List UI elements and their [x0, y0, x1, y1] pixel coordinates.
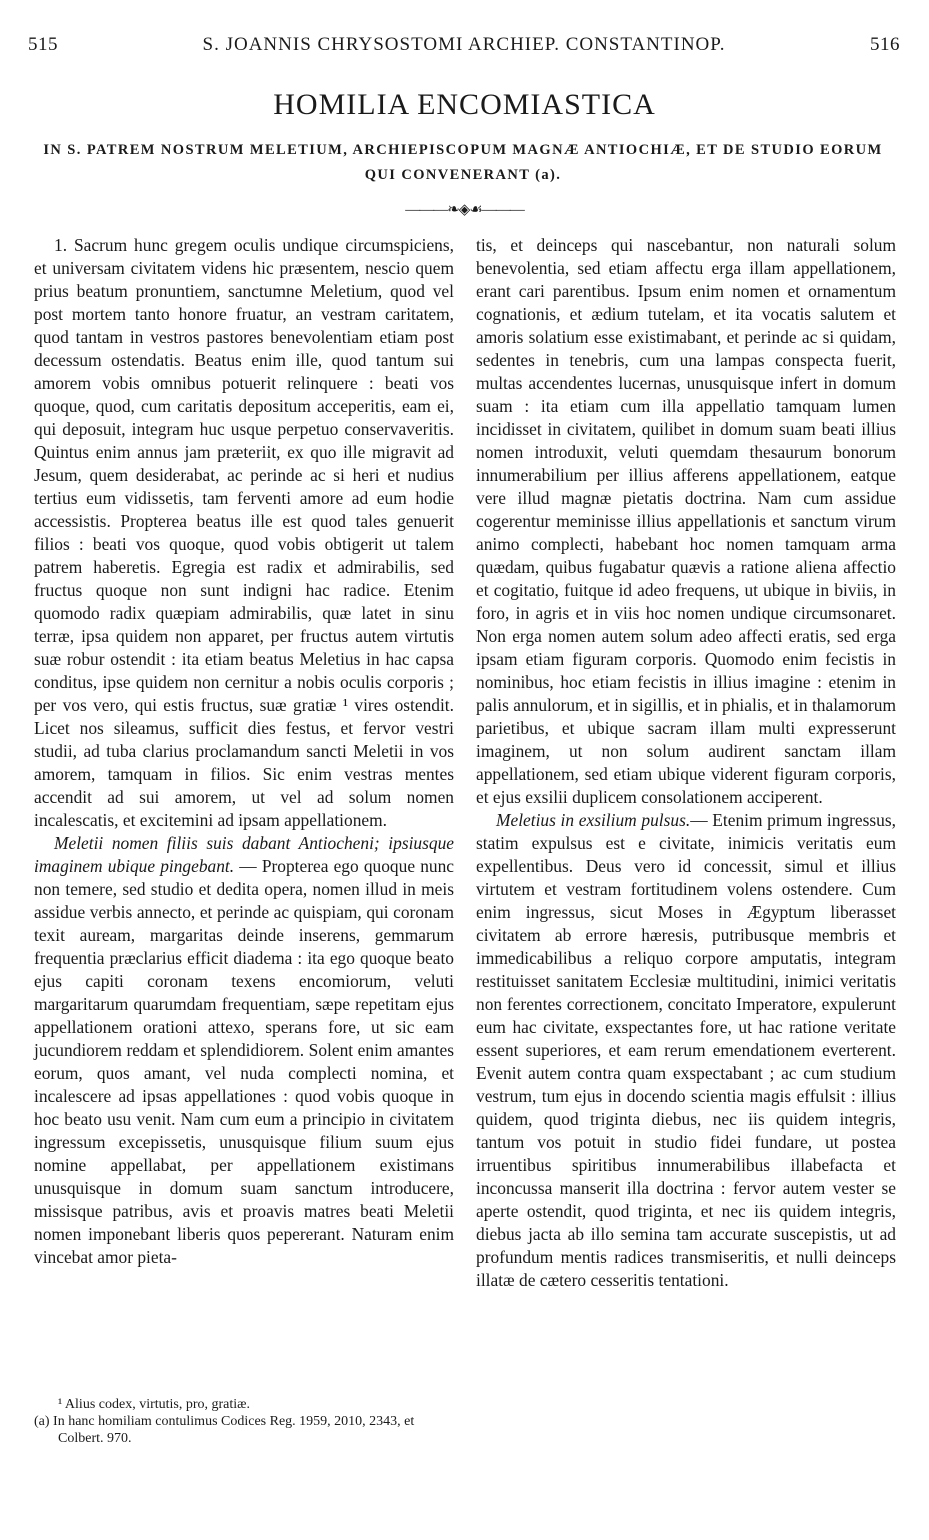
running-head — [28, 34, 900, 56]
ornament-divider: ———❧◈☙——— — [405, 202, 524, 218]
footnote-a: (a) In hanc homiliam contulimus Codices Reg. 1959, 2010, 2343, et Colbert. 970. — [34, 1414, 415, 1446]
marginal-heading-exile: Meletius in exsilium pulsus. — [496, 810, 691, 830]
homily-title: HOMILIA ENCOMIASTICA — [273, 88, 656, 121]
running-title: S. JOANNIS CHRYSOSTOMI ARCHIEP. CONSTANTINOP. — [202, 34, 726, 55]
paragraph-2-text: Propterea ego quoque nunc non temere, sed studio et dedita opera, nomen illud in meis assidue verbis annecto, et perinde ac quispiam, qui coronam texit auream, margaritas deinde inserens, gemmarum frequentia præclarius efficit diadema : ita ego quoque beato ejus capiti coronam texens encomiorum, veluti margaritarum quarumdam frequentiam, sæpe repetitam ejus appellationem orationi attexo, sperans fore, ut sic eam jucundiorem reddam et splendidiorem. Solent enim amantes eorum, quos amant, vel nuda complecti nomina, et incalescere ad ipsas appellationes : quod vobis quoque in hoc beato usu venit. Nam cum eum a principio in civitatem ingressum excepissetis, unusquisque filium suum ejus nomine appellabat, per appellationem existimans unusquisque in domum suam sanctum introducere, missisque patribus, avis et proavis matres beati Meletii nomen imponebant liberis quos pepererant. Naturam enim vincebat amor pieta- — [34, 856, 454, 1267]
footnote-1: ¹ Alius codex, virtutis, pro, gratiæ. — [58, 1397, 251, 1412]
marginal-heading-names: Meletii nomen filiis suis dabant Antiocheni; ipsiusque imaginem ubique pingebant. — [34, 833, 454, 876]
homily-subtitle: IN S. PATREM NOSTRUM MELETIUM, ARCHIEPISCOPUM MAGNÆ ANTIOCHIÆ, ET DE STUDIO EORUM QUI CONVENERANT (a). — [43, 142, 883, 183]
footnotes — [34, 1396, 454, 1447]
paragraph-1: 1. Sacrum hunc gregem oculis undique circumspiciens, et universam civitatem videns hic præsentem, nescio quem prius beatum pronuntiem, sanctumne Meletium, quod vel post mortem tanto honore fruatur, an vestram caritatem, quod tantam in vestros pastores benevolentiam etiam post decessum ostendatis. Beatus enim ille, quod tantum sui amorem vobis omnibus potuerit relinquere : beati vos quoque, quod, cum caritatis depositum acceperitis, eam ei, qui deposuit, integram huc usque perpetuo conservaveritis. Quintus enim annus jam præteriit, ex quo ille migravit ad Jesum, quem desiderabat, ac perinde ac si heri et nudius tertius eum vidissetis, tam ferventi amore ad eum hodie accessistis. Propterea beatus ille est quod tales genuerit filios : beati vos quoque, quod vobis obtigerit ut talem patrem haberetis. Egregia est radix et admirabilis, sed fructus quoque non sunt indigni hac radice. Etenim quomodo radix quæpiam admirabilis, quæ latet in sinu terræ, ipsa quidem non apparet, per fructus autem virtutis suæ robur ostendit : ita etiam beatus Meletius in hac capsa conditus, ipse quidem non cernitur a nobis oculis corporis ; per vos vero, qui estis fructus, suæ gratiæ ¹ vires ostendit. Licet nos sileamus, sufficit dies festus, et fervor vestri studii, ad tuba clarius proclamandum sancti Meletii in vos amorem, tamquam in filios. Sic enim vestras mentes accendit ad sui amorem, ut vel ad solum nomen incalescatis, et excitemini ad ipsam appellationem. — [34, 235, 454, 830]
page-number-right: 516 — [870, 34, 900, 55]
paragraph-2: Meletii nomen filiis suis dabant Antiocheni; ipsiusque imaginem ubique pingebant. — Propterea ego quoque nunc non temere, sed studio et dedita opera, nomen illud in meis assidue verbis annecto, et perinde ac quispiam, qui coronam texit auream, margaritas deinde inserens, gemmarum frequentia præclarius efficit diadema : ita ego quoque beato ejus capiti coronam texens encomiorum, veluti margaritarum quarumdam frequentiam, sæpe repetitam ejus appellationem orationi attexo, sperans fore, ut sic eam jucundiorem reddam et splendidiorem. Solent enim amantes eorum, quos amant, vel nuda complecti nomina, et incalescere ad ipsas appellationes : quod vobis quoque in hoc beato usu venit. Nam cum eum a principio in civitatem ingressum excepissetis, unusquisque filium suum ejus nomine appellabat, per appellationem existimans unusquisque in domum suam sanctum introducere, missisque patribus, avis et proavis matres beati Meletii nomen imponebant liberis quos pepererant. Naturam enim vincebat amor pieta- — [34, 833, 454, 1267]
page-number-left: 515 — [28, 34, 58, 55]
right-column — [476, 234, 896, 1292]
paragraph-4-text: — Etenim primum ingressus, statim expulsus est e civitate, inimicis veritatis eum expellentibus. Deus vero id concessit, simul et illius virtutem et vestram fortitudinem volens ostendere. Cum enim ingressus, sicut Moses in Ægyptum liberasset civitatem ab errore hæresis, putribusque membris et immedicabilibus a reliquo corpore amputatis, integram restituisset sanitatem Ecclesiæ multitudini, inimici veritatis non ferentes correctionem, concitato Imperatore, expulerunt eum hac civitate, exspectantes fore, ut hac ratione veritate essent superiores, et eam rerum emendationem everterent. Evenit autem contra quam exspectabant ; ac cum studium vestrum, tum ejus in docendo scientia magis effulsit : illius quidem, quod triginta diebus, nec iis quidem integris, tantum vos potuit in studio fidei fundare, ut postea irruentibus spiritibus innumerabilibus illabefacta et inconcussa manserit illa doctrina : fervor autem vester se aperte ostendit, quod triginta, et nec iis quidem integris, diebus jacta ab illo semina tam accurate suscepistis, ut ad profundum mentis radices transmiseritis, et nulli deinceps illatæ de cætero cesseritis tentationi. — [476, 810, 896, 1290]
paragraph-4 — [476, 809, 896, 1292]
paragraph-3: tis, et deinceps qui nascebantur, non naturali solum benevolentia, sed etiam affectu erga illam appellationem, erant cari parentibus. Ipsum enim nomen et ornamentum cognationis, et ædium tutelam, et ita vocatis salutem et amoris solatium esse existimabant, et perinde ac si quidam, sedentes in tenebris, cum una lampas conspecta fuerit, multas accendentes lucernas, unusquisque infert in domum suam : ita etiam cum illa appellatio tamquam lumen incidisset in civitatem, quilibet in domum suam beati illius nomen introduxit, veluti quemdam thesaurum bonorum innumerabilium per illius afferens appellationem, eatque vere illud magnæ pietatis doctrina. Nam cum assidue cogerentur meminisse illius appellationis et sanctum virum animo complecti, habebant hoc nomen tamquam arma quædam, quibus fugabatur quævis a ratione aliena affectio et cogitatio, fuitque id adeo frequens, ut ubique in biviis, in foro, in agris et in viis hoc nomen undique circumsonaret. Non erga nomen autem solum adeo affecti eratis, sed erga ipsam etiam figuram corporis. Quomodo enim fecistis in nominibus, hoc etiam fecistis in illius imagine : etenim in palis annulorum, et in sigillis, et in phialis, et in thalamorum parietibus, et ubique sacram illam multi expresserunt imaginem, ut non solum audirent sanctam illam appellationem, sed etiam ubique viderent figuram corporis, et ejus exsilii duplicem consolationem acciperent. — [476, 235, 896, 807]
left-column — [34, 234, 454, 1269]
